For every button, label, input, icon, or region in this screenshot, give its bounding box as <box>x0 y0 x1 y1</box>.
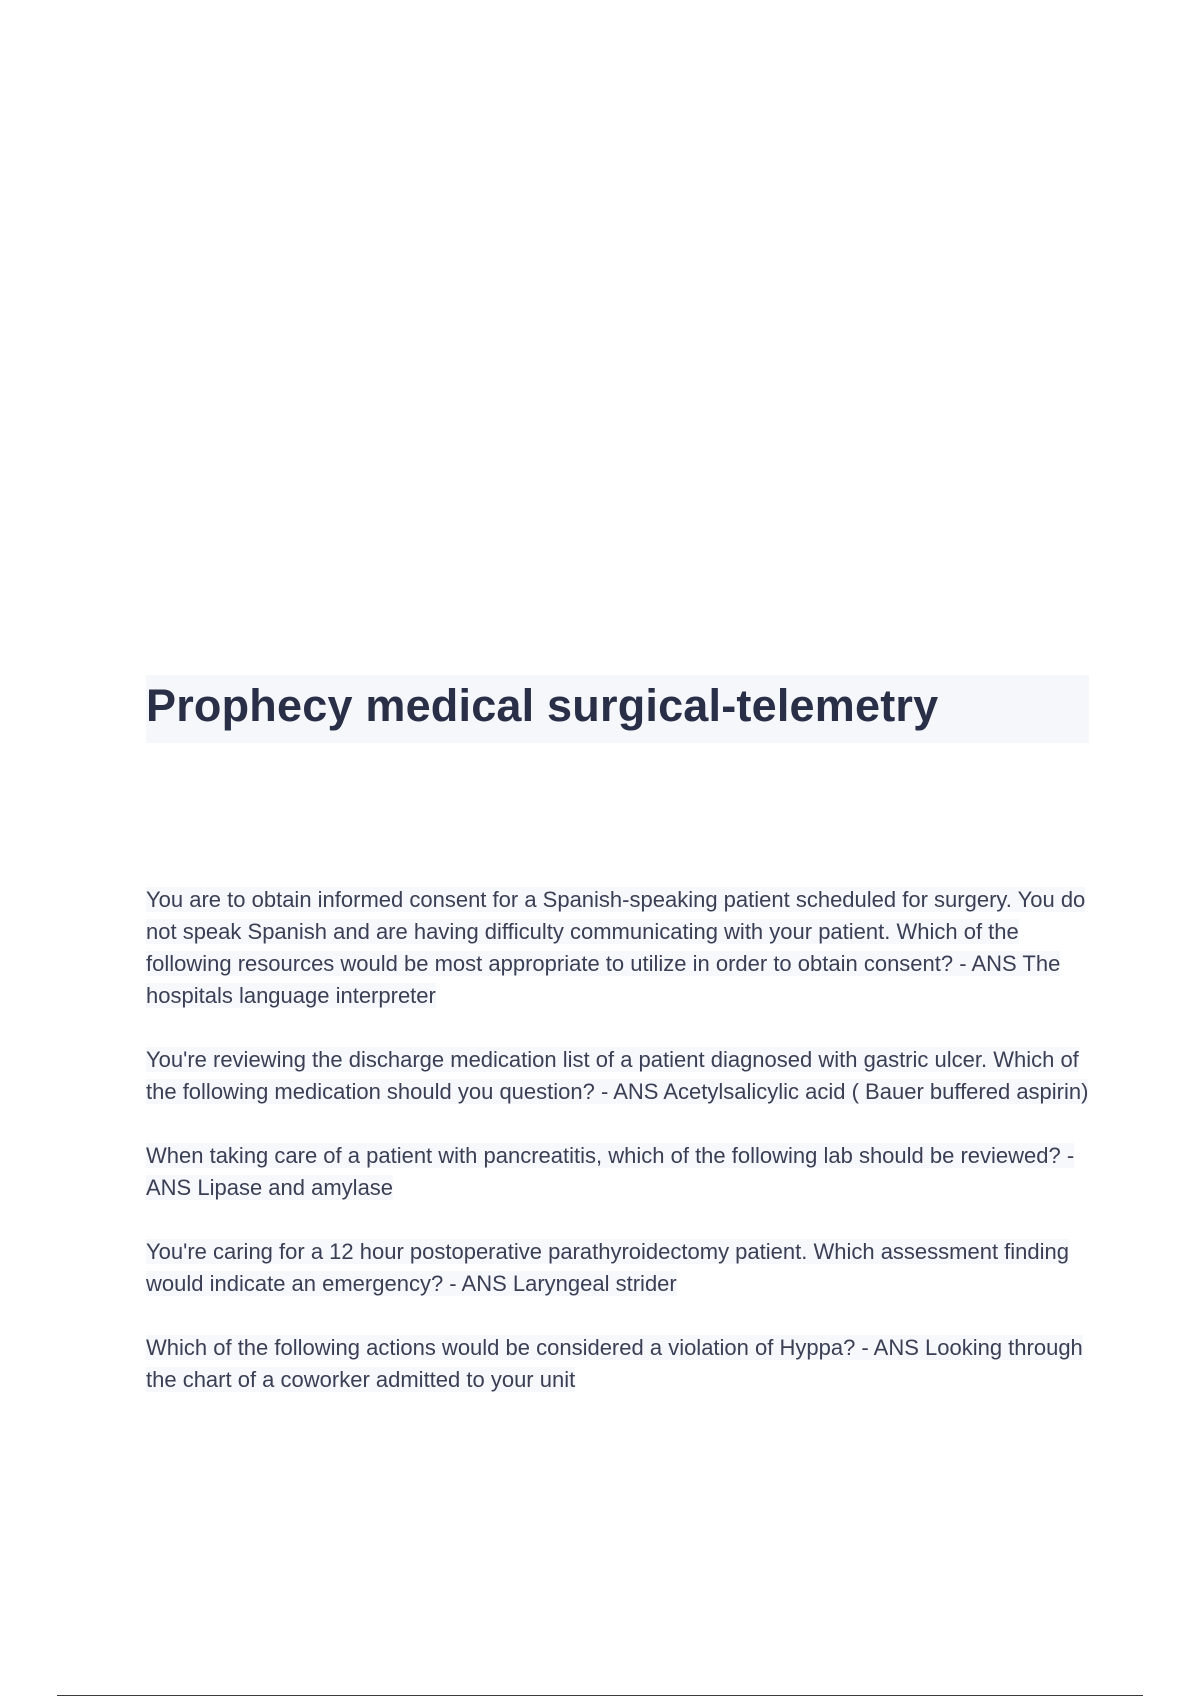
question-text: You're caring for a 12 hour postoperative parathyroidectomy patient. Which assessment finding would indicate an emergency? <box>146 1239 1070 1296</box>
answer-separator: - ANS <box>594 1079 664 1104</box>
answer-text: Lipase and amylase <box>197 1175 394 1200</box>
question-text: When taking care of a patient with pancreatitis, which of the following lab should be reviewed? <box>146 1143 1061 1168</box>
qa-item-3 <box>146 1140 1089 1204</box>
answer-separator: - ANS <box>953 951 1023 976</box>
answer-separator: - ANS <box>855 1335 925 1360</box>
answer-text: The hospitals language interpreter <box>146 951 1061 1008</box>
question-text: You're reviewing the discharge medication list of a patient diagnosed with gastric ulcer. Which of the following medication should you question? <box>146 1047 1079 1104</box>
title-block <box>146 675 1089 743</box>
answer-text: Acetylsalicylic acid ( Bauer buffered aspirin) <box>663 1079 1089 1104</box>
document-title: Prophecy medical surgical-telemetry <box>146 680 939 731</box>
answer-text: Laryngeal strider <box>512 1271 677 1296</box>
qa-item-1 <box>146 884 1089 1012</box>
answer-separator: - ANS <box>443 1271 513 1296</box>
question-text: You are to obtain informed consent for a Spanish-speaking patient scheduled for surgery. You do not speak Spanish and are having difficulty communicating with your patient. Which of the following resources would be most appropriate to utilize in order to obtain consent? <box>146 887 1086 976</box>
footer-divider <box>57 1695 1143 1696</box>
qa-list <box>146 884 1089 1428</box>
qa-item-5 <box>146 1332 1089 1396</box>
qa-item-2 <box>146 1044 1089 1108</box>
qa-item-4 <box>146 1236 1089 1300</box>
question-text: Which of the following actions would be considered a violation of Hyppa? <box>146 1335 856 1360</box>
answer-text: Looking through the chart of a coworker admitted to your unit <box>146 1335 1083 1392</box>
answer-separator: - ANS <box>146 1143 1075 1200</box>
